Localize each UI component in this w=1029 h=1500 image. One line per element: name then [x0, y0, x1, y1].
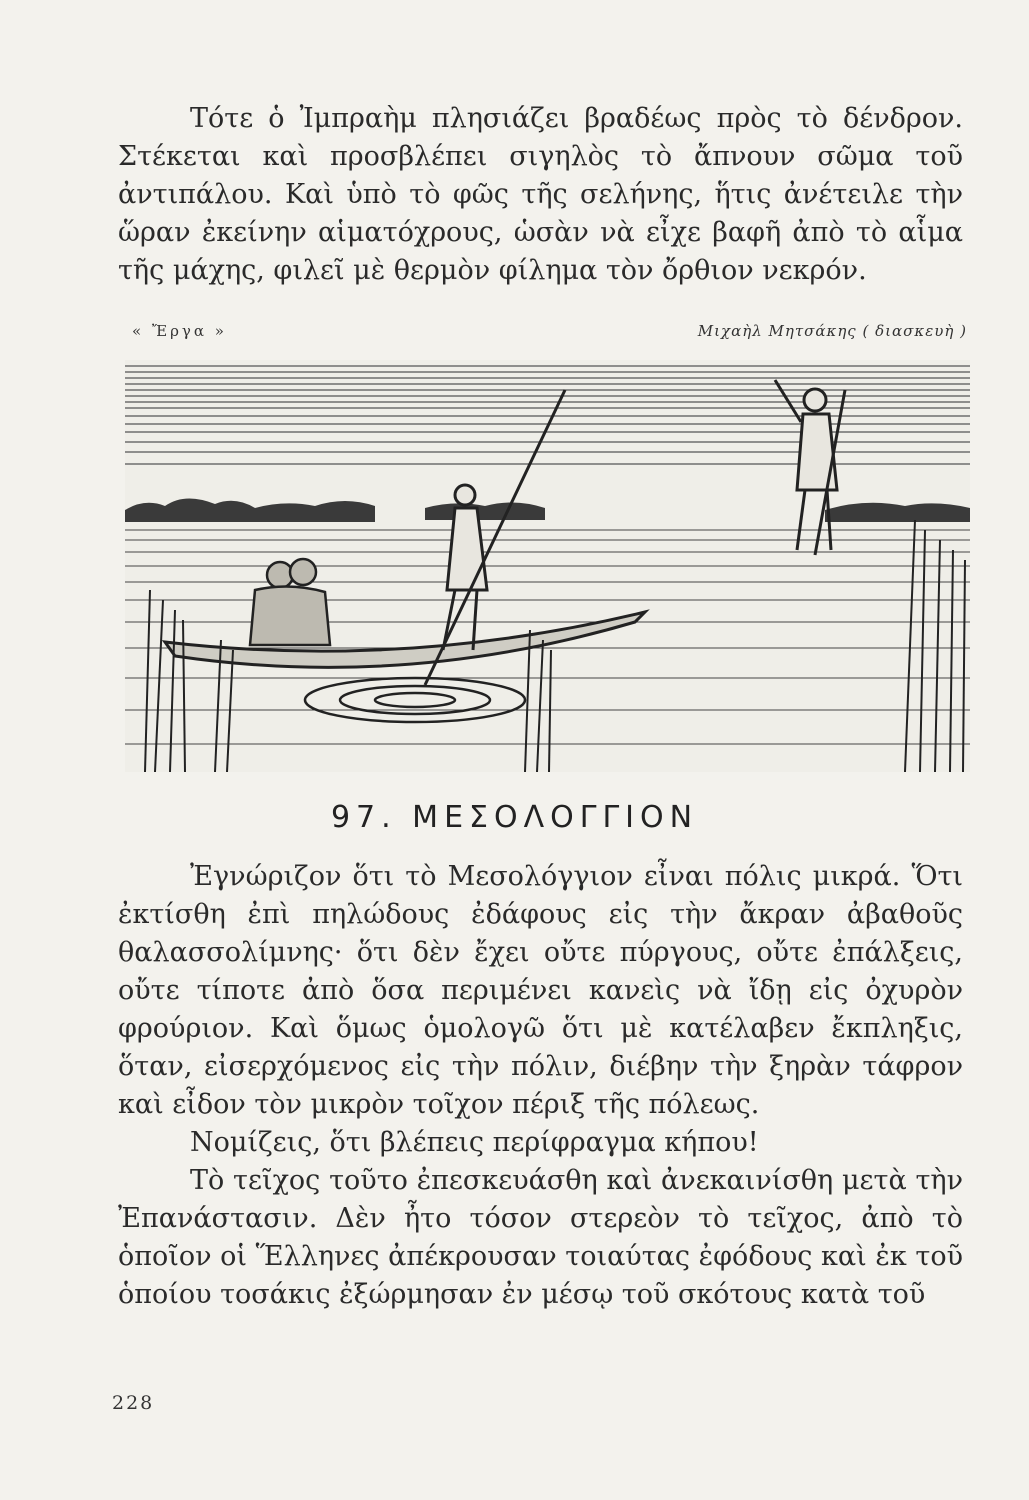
- author-credit: Μιχαὴλ Μητσάκης ( διασκευὴ ): [697, 322, 967, 340]
- body-paragraph-1: Ἐγνώριζον ὅτι τὸ Μεσολόγγιον εἶναι πόλις μικρά. Ὅτι ἐκτίσθη ἐπὶ πηλώδους ἐδάφους εἰς τὴν ἄκραν ἀβαθοῦς θαλασσολίμνης· ὅτι δὲν ἔχει οὔτε πύργους, οὔτε ἐπάλξεις, οὔτε τίποτε ἀπὸ ὅσα περιμένει κανεὶς νὰ ἴδῃ εἰς ὀχυρὸν φρούριον. Καὶ ὅμως ὁμολογῶ ὅτι μὲ κατέλαβεν ἔκπληξις, ὅταν, εἰσερχόμενος εἰς τὴν πόλιν, διέβην τὴν ξηρὰν τάφρον καὶ εἶδον τὸν μικρὸν τοῖχον πέριξ τῆς πόλεως.: [118, 861, 963, 1120]
- body-paragraph-2: Νομίζεις, ὅτι βλέπεις περίφραγμα κήπου!: [190, 1127, 759, 1158]
- top-passage: [118, 100, 963, 290]
- section-title: 97. ΜΕΣΟΛΟΓΓΙΟΝ: [330, 800, 699, 835]
- page-number: 228: [112, 1392, 155, 1414]
- body-paragraph-3: Τὸ τεῖχος τοῦτο ἐπεσκευάσθη καὶ ἀνεκαινίσθη μετὰ τὴν Ἐπανάστασιν. Δὲν ἦτο τόσον στερεὸν τὸ τεῖχος, ἀπὸ τὸ ὁποῖον οἱ Ἕλληνες ἀπέκρουσαν τοιαύτας ἐφόδους καὶ ἐκ τοῦ ὁποίου τοσάκις ἐξώρμησαν ἐν μέσῳ τοῦ σκότους κατὰ τοῦ: [118, 1165, 963, 1310]
- top-paragraph: Τότε ὁ Ἰμπραὴμ πλησιάζει βραδέως πρὸς τὸ δένδρον. Στέκεται καὶ προσβλέπει σιγηλὸς τὸ ἄπνουν σῶμα τοῦ ἀντιπάλου. Καὶ ὑπὸ τὸ φῶς τῆς σελήνης, ἥτις ἀνέτειλε τὴν ὥραν ἐκείνην αἱματόχρους, ὡσὰν νὰ εἶχε βαφῆ ἀπὸ τὸ αἷμα τῆς μάχης, φιλεῖ μὲ θερμὸν φίλημα τὸν ὄρθιον νεκρόν.: [118, 103, 963, 286]
- source-title: « Ἔργα »: [132, 322, 227, 340]
- lagoon-illustration: [125, 360, 970, 772]
- body-text: [118, 858, 963, 1314]
- attribution: [132, 318, 967, 346]
